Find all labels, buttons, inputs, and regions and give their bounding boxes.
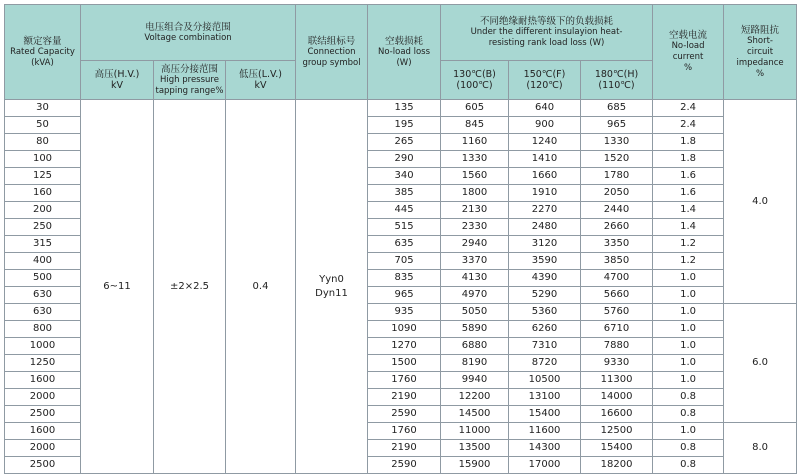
header-t130-a: 130℃(B)	[453, 69, 496, 80]
header-t150-b: (120℃)	[526, 80, 563, 91]
cell-hv-merged: 6~11	[81, 100, 154, 474]
cell-rated-capacity: 800	[5, 321, 81, 338]
cell-no-load-current: 1.0	[653, 304, 724, 321]
cell-load-loss-180: 4700	[581, 270, 653, 287]
cell-load-loss-130: 9940	[441, 372, 509, 389]
transformer-spec-table	[4, 4, 797, 474]
connection-yyn0: Yyn0	[319, 273, 344, 285]
cell-load-loss-180: 1520	[581, 151, 653, 168]
cell-rated-capacity: 1250	[5, 355, 81, 372]
cell-load-loss-180: 2660	[581, 219, 653, 236]
cell-load-loss-180: 6710	[581, 321, 653, 338]
cell-load-loss-150: 1910	[509, 185, 581, 202]
cell-rated-capacity: 2500	[5, 457, 81, 474]
cell-load-loss-130: 4970	[441, 287, 509, 304]
cell-load-loss-150: 3120	[509, 236, 581, 253]
cell-impedance-merged: 4.0	[724, 100, 797, 304]
cell-no-load-loss: 705	[368, 253, 441, 270]
header-no-load-loss	[368, 5, 441, 100]
cell-load-loss-130: 5890	[441, 321, 509, 338]
table-body	[5, 100, 797, 474]
cell-load-loss-150: 11600	[509, 423, 581, 440]
cell-load-loss-130: 13500	[441, 440, 509, 457]
cell-load-loss-150: 17000	[509, 457, 581, 474]
cell-load-loss-180: 685	[581, 100, 653, 117]
cell-impedance-merged: 8.0	[724, 423, 797, 474]
cell-no-load-current: 0.8	[653, 457, 724, 474]
header-hv-zh: 高压(H.V.)	[94, 69, 140, 80]
header-impedance-en2: circuit	[746, 46, 774, 57]
cell-no-load-current: 1.0	[653, 287, 724, 304]
cell-rated-capacity: 2000	[5, 389, 81, 406]
cell-load-loss-150: 14300	[509, 440, 581, 457]
cell-load-loss-130: 1160	[441, 134, 509, 151]
cell-no-load-loss: 135	[368, 100, 441, 117]
cell-no-load-loss: 1270	[368, 338, 441, 355]
cell-load-loss-130: 605	[441, 100, 509, 117]
cell-no-load-current: 2.4	[653, 100, 724, 117]
cell-rated-capacity: 2000	[5, 440, 81, 457]
cell-load-loss-130: 6880	[441, 338, 509, 355]
cell-rated-capacity: 500	[5, 270, 81, 287]
header-t180-a: 180℃(H)	[594, 69, 639, 80]
cell-load-loss-150: 1660	[509, 168, 581, 185]
cell-load-loss-180: 3850	[581, 253, 653, 270]
cell-load-loss-180: 12500	[581, 423, 653, 440]
header-current-zh: 空载电流	[669, 30, 708, 41]
header-lv	[226, 61, 296, 100]
cell-load-loss-130: 1560	[441, 168, 509, 185]
cell-load-loss-150: 640	[509, 100, 581, 117]
header-capacity-en2: (kVA)	[31, 57, 54, 68]
cell-no-load-loss: 195	[368, 117, 441, 134]
cell-load-loss-150: 7310	[509, 338, 581, 355]
cell-rated-capacity: 125	[5, 168, 81, 185]
cell-no-load-current: 1.4	[653, 202, 724, 219]
cell-load-loss-130: 2940	[441, 236, 509, 253]
cell-rated-capacity: 315	[5, 236, 81, 253]
cell-no-load-loss: 385	[368, 185, 441, 202]
header-capacity-en1: Rated Capacity	[10, 46, 75, 57]
cell-no-load-loss: 340	[368, 168, 441, 185]
cell-lv-merged: 0.4	[226, 100, 296, 474]
header-capacity-zh: 额定容量	[23, 35, 62, 47]
cell-no-load-current: 1.2	[653, 236, 724, 253]
header-no-load-current	[653, 5, 724, 100]
cell-load-loss-180: 9330	[581, 355, 653, 372]
cell-load-loss-130: 1800	[441, 185, 509, 202]
cell-no-load-loss: 1500	[368, 355, 441, 372]
cell-no-load-current: 1.0	[653, 338, 724, 355]
cell-rated-capacity: 250	[5, 219, 81, 236]
cell-load-loss-130: 12200	[441, 389, 509, 406]
cell-tap-merged: ±2×2.5	[154, 100, 226, 474]
cell-rated-capacity: 100	[5, 151, 81, 168]
cell-no-load-loss: 2190	[368, 440, 441, 457]
cell-rated-capacity: 1000	[5, 338, 81, 355]
header-voltage-zh: 电压组合及分接范围	[145, 21, 231, 33]
cell-load-loss-150: 5360	[509, 304, 581, 321]
cell-no-load-current: 1.8	[653, 151, 724, 168]
cell-no-load-current: 1.8	[653, 134, 724, 151]
cell-load-loss-180: 14000	[581, 389, 653, 406]
header-tap-en1: High pressure	[160, 74, 219, 85]
header-hv-unit: kV	[110, 80, 123, 91]
header-lv-zh: 低压(L.V.)	[238, 69, 283, 80]
header-noload-en1: No-load loss	[377, 46, 431, 57]
cell-no-load-current: 1.2	[653, 253, 724, 270]
header-voltage-combination	[81, 5, 296, 61]
header-loadloss-zh: 不同绝缘耐热等级下的负载损耗	[480, 16, 614, 27]
cell-no-load-loss: 835	[368, 270, 441, 287]
header-t180-b: (110℃)	[598, 80, 635, 91]
header-temp-150	[509, 61, 581, 100]
cell-load-loss-150: 10500	[509, 372, 581, 389]
cell-no-load-loss: 1760	[368, 372, 441, 389]
cell-load-loss-130: 5050	[441, 304, 509, 321]
cell-load-loss-180: 5660	[581, 287, 653, 304]
cell-no-load-current: 0.8	[653, 389, 724, 406]
cell-load-loss-150: 13100	[509, 389, 581, 406]
cell-load-loss-130: 845	[441, 117, 509, 134]
cell-load-loss-130: 8190	[441, 355, 509, 372]
cell-load-loss-180: 18200	[581, 457, 653, 474]
cell-load-loss-130: 14500	[441, 406, 509, 423]
cell-load-loss-150: 8720	[509, 355, 581, 372]
cell-rated-capacity: 50	[5, 117, 81, 134]
cell-load-loss-130: 15900	[441, 457, 509, 474]
cell-load-loss-150: 1240	[509, 134, 581, 151]
cell-load-loss-150: 15400	[509, 406, 581, 423]
cell-no-load-loss: 515	[368, 219, 441, 236]
cell-load-loss-180: 3350	[581, 236, 653, 253]
cell-load-loss-130: 2330	[441, 219, 509, 236]
header-loadloss-en2: resisting rank load loss (W)	[488, 38, 605, 48]
cell-load-loss-150: 2480	[509, 219, 581, 236]
cell-no-load-current: 0.8	[653, 406, 724, 423]
cell-no-load-current: 0.8	[653, 440, 724, 457]
cell-no-load-loss: 1090	[368, 321, 441, 338]
header-temp-130	[441, 61, 509, 100]
header-noload-en2: (W)	[396, 57, 412, 68]
header-connection-zh: 联结组标号	[307, 35, 356, 47]
header-t130-b: (100℃)	[456, 80, 493, 91]
cell-no-load-loss: 445	[368, 202, 441, 219]
header-voltage-en: Voltage combination	[144, 32, 232, 43]
cell-no-load-loss: 290	[368, 151, 441, 168]
cell-load-loss-180: 7880	[581, 338, 653, 355]
cell-rated-capacity: 30	[5, 100, 81, 117]
cell-rated-capacity: 630	[5, 304, 81, 321]
cell-load-loss-180: 2440	[581, 202, 653, 219]
cell-no-load-loss: 1760	[368, 423, 441, 440]
header-impedance-zh: 短路阻抗	[741, 24, 780, 36]
cell-no-load-loss: 935	[368, 304, 441, 321]
cell-load-loss-150: 5290	[509, 287, 581, 304]
connection-dyn11: Dyn11	[315, 287, 348, 299]
header-current-en2: current	[672, 52, 704, 62]
cell-rated-capacity: 630	[5, 287, 81, 304]
header-current-en1: No-load	[671, 41, 705, 51]
cell-load-loss-150: 1410	[509, 151, 581, 168]
cell-load-loss-130: 2130	[441, 202, 509, 219]
cell-load-loss-180: 15400	[581, 440, 653, 457]
cell-load-loss-180: 5760	[581, 304, 653, 321]
cell-load-loss-180: 1780	[581, 168, 653, 185]
cell-no-load-loss: 2590	[368, 457, 441, 474]
cell-load-loss-150: 3590	[509, 253, 581, 270]
cell-load-loss-180: 965	[581, 117, 653, 134]
cell-load-loss-130: 4130	[441, 270, 509, 287]
cell-load-loss-180: 2050	[581, 185, 653, 202]
header-load-loss	[441, 5, 653, 61]
cell-load-loss-150: 900	[509, 117, 581, 134]
header-t150-a: 150℃(F)	[523, 69, 566, 80]
cell-no-load-loss: 2190	[368, 389, 441, 406]
cell-rated-capacity: 160	[5, 185, 81, 202]
cell-load-loss-150: 6260	[509, 321, 581, 338]
cell-rated-capacity: 1600	[5, 423, 81, 440]
header-impedance-en4: %	[756, 68, 765, 79]
cell-no-load-loss: 265	[368, 134, 441, 151]
cell-impedance-merged: 6.0	[724, 304, 797, 423]
cell-rated-capacity: 2500	[5, 406, 81, 423]
cell-rated-capacity: 1600	[5, 372, 81, 389]
cell-rated-capacity: 80	[5, 134, 81, 151]
cell-no-load-current: 1.0	[653, 355, 724, 372]
cell-load-loss-150: 4390	[509, 270, 581, 287]
header-impedance-en1: Short-	[747, 35, 773, 46]
cell-no-load-current: 1.0	[653, 270, 724, 287]
table-row	[5, 100, 797, 117]
header-tap-zh: 高压分接范围	[160, 63, 218, 75]
header-lv-unit: kV	[254, 80, 267, 91]
cell-no-load-current: 1.0	[653, 321, 724, 338]
cell-no-load-loss: 2590	[368, 406, 441, 423]
cell-no-load-current: 1.4	[653, 219, 724, 236]
header-connection-en2: group symbol	[302, 57, 361, 68]
header-current-en3: %	[684, 63, 693, 73]
header-short-circuit-impedance	[724, 5, 797, 100]
header-hv	[81, 61, 154, 100]
cell-rated-capacity: 400	[5, 253, 81, 270]
cell-load-loss-130: 3370	[441, 253, 509, 270]
cell-load-loss-130: 1330	[441, 151, 509, 168]
cell-load-loss-150: 2270	[509, 202, 581, 219]
cell-no-load-loss: 965	[368, 287, 441, 304]
header-tapping-range	[154, 61, 226, 100]
cell-no-load-current: 1.0	[653, 372, 724, 389]
header-impedance-en3: impedance	[736, 57, 784, 68]
cell-rated-capacity: 200	[5, 202, 81, 219]
header-rated-capacity	[5, 5, 81, 100]
header-connection-en1: Connection	[307, 46, 356, 57]
cell-no-load-current: 1.0	[653, 423, 724, 440]
header-tap-en2: tapping range%	[155, 85, 224, 96]
cell-load-loss-130: 11000	[441, 423, 509, 440]
header-loadloss-en1: Under the different insulayion heat-	[470, 27, 623, 37]
cell-load-loss-180: 1330	[581, 134, 653, 151]
cell-no-load-current: 2.4	[653, 117, 724, 134]
cell-load-loss-180: 16600	[581, 406, 653, 423]
cell-no-load-current: 1.6	[653, 185, 724, 202]
cell-load-loss-180: 11300	[581, 372, 653, 389]
cell-connection-merged	[296, 100, 368, 474]
header-connection-group	[296, 5, 368, 100]
header-temp-180	[581, 61, 653, 100]
cell-no-load-current: 1.6	[653, 168, 724, 185]
header-noload-zh: 空载损耗	[385, 35, 424, 47]
cell-no-load-loss: 635	[368, 236, 441, 253]
